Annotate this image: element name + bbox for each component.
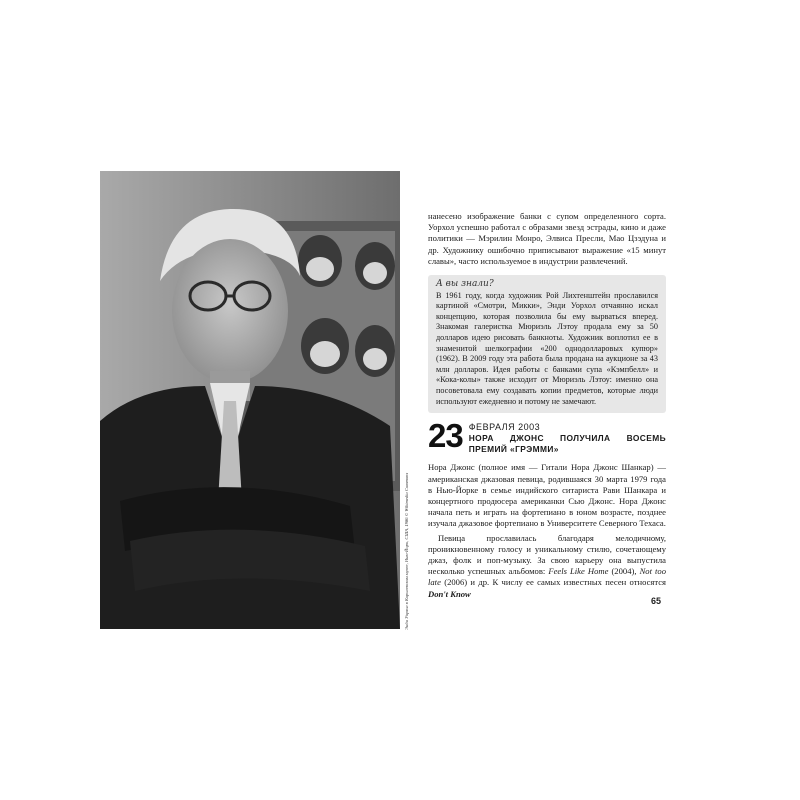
album-title: Feels Like Home — [548, 566, 609, 577]
album-title: Not too late — [428, 566, 667, 588]
event-date-block — [428, 417, 666, 455]
event-month-year: ФЕВРАЛЯ 2003 — [468, 422, 541, 433]
song-title: Don't Know — [428, 588, 471, 599]
portrait-photo — [100, 171, 400, 629]
page-number: 65 — [651, 596, 662, 606]
event-paragraph-2: Певица прославилась благодаря мелодичному, проникновенному голосу и уникальному стилю, сочетающему джаз, фолк и поп-музыку. За свою карьеру она выпустила несколько успешных альбомов: Feels Like Home (2004), Not too late (2006) и др. К числу ее самых известных песен относятся Don't Know — [428, 532, 667, 599]
lead-paragraph: нанесено изображение банки с супом определенного сорта. Уорхол успешно работал с образами звезд эстрады, кино и даже политики — Мэрилин Монро, Элвиса Пресли, Мао Цзэдуна и др. Художнику ошибочно приписывают выражение «15 минут славы», часто используемое в индустрии развлечений. — [428, 211, 666, 266]
event-paragraph-1: Нора Джонс (полное имя — Гитали Нора Джонс Шанкар) — американская джазовая певица, родившаяся 30 марта 1979 года в Нью-Йорке в семье индийского ситариста Рави Шанкара и концертного продюсера американки Сью Джонс. Нора Джонс начала петь и играть на фортепиано в юном возрасте, позднее изучала джазовое фортепиано в Университете Северного Техаса. — [428, 462, 666, 529]
did-you-know-text: В 1961 году, когда художник Рой Лихтенштейн прославился картиной «Смотри, Микки», Энди Уорхол отчаянно искал концепцию, которая позволила бы ему вырваться вперед. Знакомая галеристка Мюриэль Лэтоу продала ему за 50 долларов идею рисовать банкноты. Художник воплотил ее в знаменитой шелкографии «200 однодолларовых купюр» (1962). В 2009 году эта работа была продана на аукционе за 43 млн долларов. Идея работы с банками супа «Кэмпбелл» и «Кока-колы» также исходит от Мюриэль Лэтоу: именно она посоветовала ему создавать копии предметов, которые люди используют ежедневно и потому не замечают. — [436, 290, 658, 406]
did-you-know-title: А вы знали? — [436, 279, 494, 290]
event-title: НОРА ДЖОНС ПОЛУЧИЛА ВОСЕМЬ ПРЕМИЙ «ГРЭММИ» — [468, 433, 666, 454]
event-day: 23 — [428, 417, 463, 455]
text-column — [428, 211, 666, 600]
did-you-know-box — [428, 275, 666, 413]
